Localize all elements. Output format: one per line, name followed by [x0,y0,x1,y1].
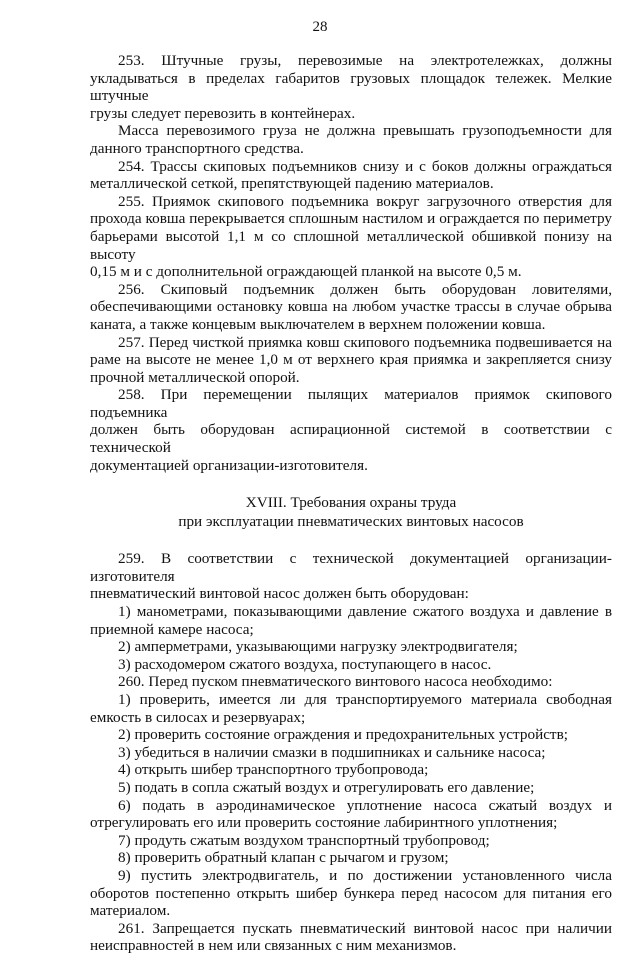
paragraph-line: 8) проверить обратный клапан с рычагом и грузом; [118,849,449,867]
document-body [90,52,612,955]
paragraph-line: пневматический винтовой насос должен быть оборудован: [90,585,469,603]
paragraph-line: данного транспортного средства. [90,139,304,157]
paragraph-line: 6) подать в аэродинамическое уплотнение насоса сжатый воздух и [118,796,612,814]
section-screw-pumps [90,550,612,955]
paragraph-line: 9) пустить электродвигатель, и по достижении установленного числа [118,866,612,884]
paragraph-line: 253. Штучные грузы, перевозимые на электротележках, должны [118,52,612,69]
section-skip-hoists [90,52,612,474]
paragraph-line: 4) открыть шибер транспортного трубопровода; [118,761,429,779]
paragraph-line: обеспечивающими остановку ковша на любом участке трассы в случае обрыва [90,298,612,316]
paragraph-line: укладываться в пределах габаритов грузовых площадок тележек. Мелкие штучные [90,69,612,105]
paragraph-line: 3) расходомером сжатого воздуха, поступающего в насос. [118,655,492,673]
paragraph-line: каната, а также концевым выключателем в верхнем положении ковша. [90,315,546,333]
paragraph-line: отрегулировать его или проверить состояние лабиринтного уплотнения; [90,814,558,832]
section-heading [90,493,612,531]
paragraph-line: барьерами высотой 1,1 м со сплошной металлической обшивкой понизу на высоту [90,227,612,263]
paragraph-line: 256. Скиповый подъемник должен быть оборудован ловителями, [118,280,612,298]
paragraph-line: 3) убедиться в наличии смазки в подшипниках и сальнике насоса; [118,743,546,761]
paragraph-line: грузы следует перевозить в контейнерах. [90,104,356,122]
section-heading-line-1: XVIII. Требования охраны труда [245,494,457,512]
paragraph-line: неисправностей в нем или связанных с ним механизмов. [90,937,457,955]
paragraph-line: Масса перевозимого груза не должна превышать грузоподъемности для [118,122,612,140]
paragraph-line: прочной металлической опорой. [90,368,300,386]
paragraph-line: 5) подать в сопла сжатый воздух и отрегулировать его давление; [118,778,535,796]
paragraph-line: документацией организации-изготовителя. [90,456,368,474]
page-number: 28 [312,19,328,35]
paragraph-line: 259. В соответствии с технической документацией организации-изготовителя [90,550,612,585]
paragraph-line: 255. Приямок скипового подъемника вокруг загрузочного отверстия для [118,192,612,210]
paragraph-line: металлической сеткой, препятствующей падению материалов. [90,175,494,193]
paragraph-line: материалом. [90,902,171,920]
paragraph-line: емкость в силосах и резервуарах; [90,708,306,726]
paragraph-line: раме на высоте не менее 1,0 м от верхнего края приямка и закрепляется снизу [90,351,612,369]
paragraph-line: 0,15 м и с дополнительной ограждающей планкой на высоте 0,5 м. [90,263,522,281]
paragraph-line: 7) продуть сжатым воздухом транспортный трубопровод; [118,831,490,849]
paragraph-line: 257. Перед чисткой приямка ковш скипового подъемника подвешивается на [118,333,612,351]
paragraph-line: 2) проверить состояние ограждения и предохранительных устройств; [118,726,568,744]
paragraph-line: 258. При перемещении пылящих материалов приямок скипового подъемника [90,386,612,421]
paragraph-line: 1) проверить, имеется ли для транспортируемого материала свободная [118,691,612,708]
paragraph-line: 2) амперметрами, указывающими нагрузку электродвигателя; [118,638,518,656]
paragraph-line: приемной камере насоса; [90,620,254,638]
paragraph-line: должен быть оборудован аспирационной системой в соответствии с технической [90,421,612,457]
paragraph-line: оборотов постепенно открыть шибер бункера перед насосом для питания его [90,884,612,902]
paragraph-line: 1) манометрами, показывающими давление сжатого воздуха и давление в [118,603,612,621]
paragraph-line: 254. Трассы скиповых подъемников снизу и с боков должны ограждаться [118,157,612,175]
section-heading-line-2: при эксплуатации пневматических винтовых насосов [178,513,524,531]
paragraph-line: 261. Запрещается пускать пневматический винтовой насос при наличии [118,919,612,937]
paragraph-line: прохода ковша перекрывается сплошным настилом и ограждается по периметру [90,210,612,228]
paragraph-line: 260. Перед пуском пневматического винтового насоса необходимо: [118,673,553,691]
